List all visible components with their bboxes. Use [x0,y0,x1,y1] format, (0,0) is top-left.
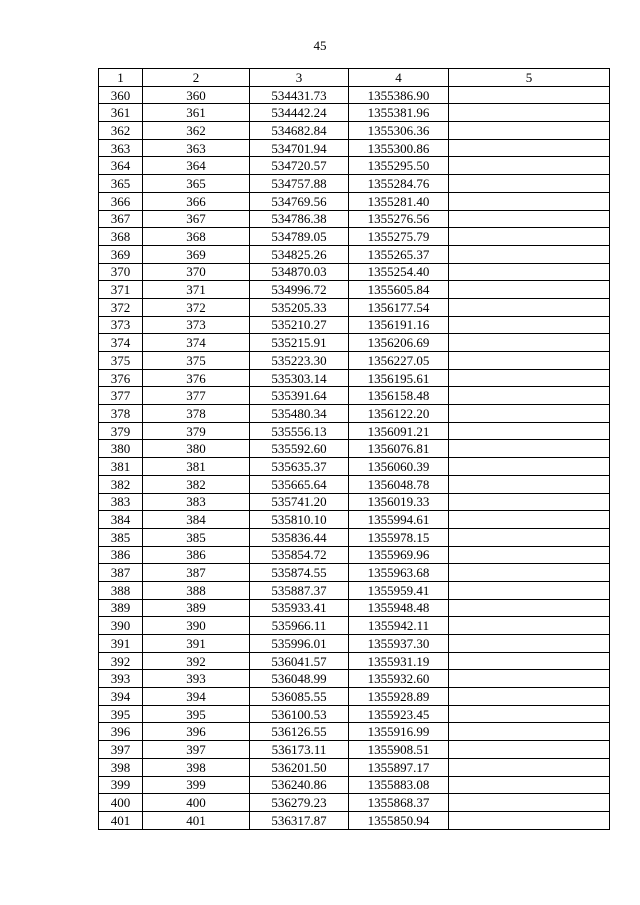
table-cell-col-3: 536201.50 [250,758,349,776]
table-cell-col-3: 534757.88 [250,175,349,193]
table-cell-col-5 [449,794,610,812]
table-cell-col-1: 391 [99,635,143,653]
table-cell-col-3: 534442.24 [250,104,349,122]
table-cell-col-2: 391 [143,635,250,653]
table-cell-col-4: 1355928.89 [349,688,449,706]
table-cell-col-1: 376 [99,369,143,387]
table-cell-col-5 [449,581,610,599]
table-row [99,546,610,564]
table-cell-col-5 [449,228,610,246]
table-cell-col-3: 534786.38 [250,210,349,228]
table-cell-col-2: 381 [143,458,250,476]
table-cell-col-3: 535210.27 [250,316,349,334]
table-row [99,316,610,334]
table-cell-col-1: 396 [99,723,143,741]
table-cell-col-5 [449,263,610,281]
table-cell-col-3: 535966.11 [250,617,349,635]
table-cell-col-3: 534701.94 [250,139,349,157]
table-row [99,298,610,316]
table-cell-col-2: 387 [143,564,250,582]
table-cell-col-3: 535665.64 [250,475,349,493]
table-cell-col-3: 536173.11 [250,741,349,759]
table-cell-col-4: 1355942.11 [349,617,449,635]
table-cell-col-4: 1355850.94 [349,811,449,829]
table-cell-col-2: 377 [143,387,250,405]
table-cell-col-5 [449,405,610,423]
table-cell-col-2: 363 [143,139,250,157]
column-header-1: 1 [99,69,143,87]
table-cell-col-5 [449,635,610,653]
table-row [99,581,610,599]
table-cell-col-5 [449,741,610,759]
table-cell-col-5 [449,369,610,387]
table-cell-col-4: 1356177.54 [349,298,449,316]
table-cell-col-2: 384 [143,511,250,529]
table-row [99,405,610,423]
table-row [99,139,610,157]
table-cell-col-1: 382 [99,475,143,493]
table-cell-col-2: 386 [143,546,250,564]
table-cell-col-3: 535996.01 [250,635,349,653]
table-cell-col-4: 1356206.69 [349,334,449,352]
table-cell-col-4: 1355868.37 [349,794,449,812]
table-row [99,564,610,582]
table-cell-col-4: 1355306.36 [349,122,449,140]
table-cell-col-4: 1355978.15 [349,528,449,546]
table-cell-col-4: 1356158.48 [349,387,449,405]
table-cell-col-5 [449,387,610,405]
table-cell-col-5 [449,422,610,440]
table-cell-col-3: 536100.53 [250,705,349,723]
table-cell-col-1: 390 [99,617,143,635]
table-cell-col-4: 1355254.40 [349,263,449,281]
table-cell-col-3: 534682.84 [250,122,349,140]
table-row [99,688,610,706]
table-cell-col-2: 380 [143,440,250,458]
table-cell-col-2: 383 [143,493,250,511]
table-cell-col-3: 535741.20 [250,493,349,511]
table-cell-col-3: 534431.73 [250,86,349,104]
table-cell-col-1: 361 [99,104,143,122]
table-cell-col-3: 535215.91 [250,334,349,352]
table-cell-col-2: 362 [143,122,250,140]
table-row [99,422,610,440]
table-cell-col-5 [449,440,610,458]
table-cell-col-5 [449,617,610,635]
table-row [99,741,610,759]
table-cell-col-4: 1356122.20 [349,405,449,423]
table-cell-col-4: 1355969.96 [349,546,449,564]
table-cell-col-2: 379 [143,422,250,440]
table-row [99,599,610,617]
table-row [99,86,610,104]
column-header-4: 4 [349,69,449,87]
table-cell-col-2: 394 [143,688,250,706]
table-cell-col-2: 385 [143,528,250,546]
table-cell-col-1: 392 [99,652,143,670]
table-cell-col-4: 1356076.81 [349,440,449,458]
table-cell-col-1: 371 [99,281,143,299]
table-cell-col-1: 369 [99,245,143,263]
table-cell-col-5 [449,475,610,493]
table-cell-col-5 [449,599,610,617]
table-cell-col-1: 368 [99,228,143,246]
table-cell-col-1: 386 [99,546,143,564]
table-cell-col-5 [449,493,610,511]
table-cell-col-1: 395 [99,705,143,723]
table-cell-col-3: 534769.56 [250,192,349,210]
table-cell-col-2: 393 [143,670,250,688]
table-cell-col-2: 360 [143,86,250,104]
table-cell-col-5 [449,564,610,582]
table-cell-col-3: 536317.87 [250,811,349,829]
table-cell-col-5 [449,210,610,228]
column-header-2: 2 [143,69,250,87]
table-cell-col-1: 365 [99,175,143,193]
table-row [99,192,610,210]
table-cell-col-5 [449,298,610,316]
table-cell-col-2: 395 [143,705,250,723]
table-row [99,652,610,670]
table-cell-col-1: 393 [99,670,143,688]
table-cell-col-4: 1355994.61 [349,511,449,529]
table-cell-col-5 [449,670,610,688]
table-cell-col-4: 1355959.41 [349,581,449,599]
table-cell-col-5 [449,175,610,193]
table-cell-col-1: 400 [99,794,143,812]
table-row [99,440,610,458]
table-cell-col-5 [449,511,610,529]
table-cell-col-4: 1356060.39 [349,458,449,476]
column-header-3: 3 [250,69,349,87]
table-cell-col-2: 374 [143,334,250,352]
table-cell-col-4: 1355948.48 [349,599,449,617]
table-cell-col-3: 535592.60 [250,440,349,458]
table-cell-col-3: 535836.44 [250,528,349,546]
table-cell-col-5 [449,334,610,352]
table-cell-col-5 [449,705,610,723]
table-cell-col-2: 396 [143,723,250,741]
table-cell-col-2: 369 [143,245,250,263]
table-cell-col-3: 536279.23 [250,794,349,812]
table-cell-col-1: 374 [99,334,143,352]
table-cell-col-3: 535887.37 [250,581,349,599]
table-cell-col-3: 535635.37 [250,458,349,476]
table-cell-col-1: 366 [99,192,143,210]
table-cell-col-1: 394 [99,688,143,706]
table-row [99,811,610,829]
table-cell-col-3: 536041.57 [250,652,349,670]
table-cell-col-1: 375 [99,352,143,370]
table-cell-col-4: 1355937.30 [349,635,449,653]
table-cell-col-1: 372 [99,298,143,316]
table-cell-col-3: 535556.13 [250,422,349,440]
table-cell-col-1: 389 [99,599,143,617]
table-row [99,758,610,776]
table-row [99,228,610,246]
table-row [99,369,610,387]
table-cell-col-4: 1355281.40 [349,192,449,210]
table-cell-col-4: 1355963.68 [349,564,449,582]
table-cell-col-2: 401 [143,811,250,829]
table-header [99,69,610,87]
table-row [99,245,610,263]
table-row [99,104,610,122]
table-row [99,635,610,653]
table-cell-col-2: 372 [143,298,250,316]
table-row [99,528,610,546]
table-cell-col-3: 534720.57 [250,157,349,175]
table-cell-col-1: 387 [99,564,143,582]
table-cell-col-1: 379 [99,422,143,440]
table-cell-col-1: 388 [99,581,143,599]
table-cell-col-5 [449,758,610,776]
table-cell-col-3: 534825.26 [250,245,349,263]
table-cell-col-3: 535874.55 [250,564,349,582]
table-cell-col-3: 535933.41 [250,599,349,617]
table-cell-col-2: 382 [143,475,250,493]
table-cell-col-4: 1356227.05 [349,352,449,370]
table-cell-col-5 [449,723,610,741]
table-cell-col-4: 1355300.86 [349,139,449,157]
table-cell-col-2: 366 [143,192,250,210]
table-cell-col-3: 535854.72 [250,546,349,564]
table-cell-col-4: 1355605.84 [349,281,449,299]
table-cell-col-3: 535223.30 [250,352,349,370]
table-cell-col-2: 365 [143,175,250,193]
table-cell-col-2: 390 [143,617,250,635]
table-cell-col-5 [449,811,610,829]
table-body [99,86,610,829]
table-row [99,705,610,723]
table-cell-col-4: 1355932.60 [349,670,449,688]
table-cell-col-5 [449,528,610,546]
table-cell-col-1: 385 [99,528,143,546]
table-cell-col-1: 370 [99,263,143,281]
table-row [99,281,610,299]
table-cell-col-4: 1355916.99 [349,723,449,741]
table-cell-col-1: 380 [99,440,143,458]
table-cell-col-1: 401 [99,811,143,829]
table-cell-col-3: 535205.33 [250,298,349,316]
table-row [99,458,610,476]
table-cell-col-4: 1356091.21 [349,422,449,440]
table-cell-col-4: 1355923.45 [349,705,449,723]
table-cell-col-3: 535810.10 [250,511,349,529]
table-row [99,334,610,352]
table-cell-col-3: 536048.99 [250,670,349,688]
table-cell-col-2: 398 [143,758,250,776]
table-cell-col-2: 367 [143,210,250,228]
table-cell-col-2: 370 [143,263,250,281]
table-cell-col-1: 363 [99,139,143,157]
table-cell-col-5 [449,688,610,706]
header-row [99,69,610,87]
table-cell-col-2: 389 [143,599,250,617]
table-cell-col-5 [449,157,610,175]
table-cell-col-5 [449,281,610,299]
table-cell-col-5 [449,192,610,210]
table-row [99,776,610,794]
table-cell-col-5 [449,86,610,104]
column-header-5: 5 [449,69,610,87]
table-cell-col-2: 400 [143,794,250,812]
table-cell-col-4: 1355386.90 [349,86,449,104]
table-cell-col-5 [449,139,610,157]
table-cell-col-1: 384 [99,511,143,529]
table-row [99,511,610,529]
table-cell-col-1: 399 [99,776,143,794]
table-cell-col-5 [449,104,610,122]
table-cell-col-5 [449,122,610,140]
table-row [99,493,610,511]
table-row [99,387,610,405]
table-cell-col-4: 1355284.76 [349,175,449,193]
table-cell-col-1: 362 [99,122,143,140]
table-row [99,617,610,635]
table-row [99,475,610,493]
table-cell-col-4: 1355908.51 [349,741,449,759]
table-cell-col-3: 535391.64 [250,387,349,405]
coordinates-table [98,68,610,830]
table-cell-col-3: 536126.55 [250,723,349,741]
table-cell-col-3: 534870.03 [250,263,349,281]
table-cell-col-4: 1355265.37 [349,245,449,263]
table-cell-col-5 [449,652,610,670]
page-number: 45 [313,38,327,53]
table-cell-col-5 [449,316,610,334]
table-cell-col-1: 383 [99,493,143,511]
table-cell-col-2: 361 [143,104,250,122]
table-row [99,794,610,812]
table-cell-col-1: 373 [99,316,143,334]
table-cell-col-2: 373 [143,316,250,334]
table-cell-col-4: 1356191.16 [349,316,449,334]
table-row [99,263,610,281]
table-cell-col-4: 1355931.19 [349,652,449,670]
table-cell-col-5 [449,776,610,794]
table-row [99,352,610,370]
table-cell-col-5 [449,458,610,476]
table-cell-col-3: 535303.14 [250,369,349,387]
table-cell-col-1: 381 [99,458,143,476]
table-cell-col-2: 368 [143,228,250,246]
table-cell-col-4: 1355275.79 [349,228,449,246]
table-row [99,157,610,175]
table-cell-col-5 [449,245,610,263]
table-row [99,670,610,688]
table-cell-col-1: 360 [99,86,143,104]
table-cell-col-3: 536240.86 [250,776,349,794]
table-cell-col-1: 378 [99,405,143,423]
table-cell-col-4: 1356048.78 [349,475,449,493]
table-cell-col-2: 364 [143,157,250,175]
table-cell-col-2: 388 [143,581,250,599]
table-cell-col-3: 534789.05 [250,228,349,246]
table-cell-col-1: 398 [99,758,143,776]
table-cell-col-2: 371 [143,281,250,299]
table-cell-col-4: 1356195.61 [349,369,449,387]
table-cell-col-1: 364 [99,157,143,175]
table-cell-col-1: 377 [99,387,143,405]
table-cell-col-2: 399 [143,776,250,794]
table-cell-col-4: 1355883.08 [349,776,449,794]
table-cell-col-5 [449,546,610,564]
table-cell-col-2: 376 [143,369,250,387]
table-cell-col-2: 378 [143,405,250,423]
table-row [99,210,610,228]
table-cell-col-4: 1355897.17 [349,758,449,776]
table-cell-col-4: 1356019.33 [349,493,449,511]
table-cell-col-2: 375 [143,352,250,370]
table-cell-col-3: 536085.55 [250,688,349,706]
table-cell-col-3: 534996.72 [250,281,349,299]
table-cell-col-1: 397 [99,741,143,759]
table-cell-col-4: 1355276.56 [349,210,449,228]
table-row [99,175,610,193]
table-row [99,122,610,140]
table-cell-col-2: 397 [143,741,250,759]
table-cell-col-4: 1355295.50 [349,157,449,175]
table-cell-col-2: 392 [143,652,250,670]
table-row [99,723,610,741]
table-cell-col-3: 535480.34 [250,405,349,423]
table-cell-col-1: 367 [99,210,143,228]
table-cell-col-4: 1355381.96 [349,104,449,122]
table-cell-col-5 [449,352,610,370]
